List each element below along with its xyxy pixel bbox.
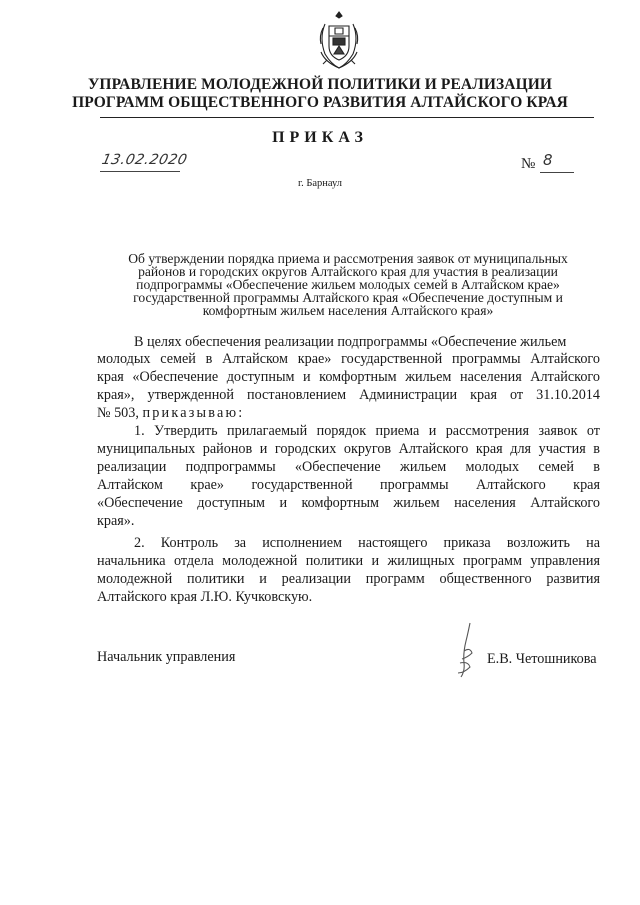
item-1-line: Алтайском крае» государственной программы Алтайского края (97, 477, 600, 493)
body-text-line: края «Обеспечение доступным и комфортным жильем населения Алтайского (97, 369, 600, 385)
coat-of-arms-emblem (315, 10, 363, 72)
organization-name-line-1: УПРАВЛЕНИЕ МОЛОДЕЖНОЙ ПОЛИТИКИ И РЕАЛИЗАЦИИ (87, 76, 553, 93)
item-2-line: молодежной политики и реализации программ общественного развития (97, 571, 600, 587)
body-text-line: молодых семей в Алтайском крае» государственной программы Алтайского (97, 351, 600, 367)
number-label: № (521, 156, 536, 172)
item-1-line: реализации подпрограммы «Обеспечение жильем молодых семей в (97, 459, 600, 475)
number-underline (540, 172, 574, 173)
body-text-line: В целях обеспечения реализации подпрограммы «Обеспечение жильем (134, 334, 567, 350)
city-name: г. Барнаул (297, 178, 343, 189)
document-type-title: ПРИКАЗ (272, 129, 368, 146)
body-text-line: края», утвержденной постановлением Администрации края от 31.10.2014 (97, 387, 600, 403)
item-1-line: «Обеспечение доступным и комфортным жильем населения Алтайского (97, 495, 600, 511)
item-2-line: начальника отдела молодежной политики и жилищных программ управления (97, 553, 600, 569)
order-title-line: подпрограммы «Обеспечение жильем молодых семей в Алтайском крае» (136, 277, 560, 292)
item-2-line: 2. Контроль за исполнением настоящего приказа возложить на (134, 535, 600, 551)
handwritten-signature (448, 621, 478, 685)
item-1-line: муниципальных районов и городских округов Алтайского края для участия в (97, 441, 600, 457)
item-1-line: 1. Утвердить прилагаемый порядок приема и рассмотрения заявок от (134, 423, 600, 439)
order-title-line: районов и городских округов Алтайского края для участия в реализации (138, 264, 558, 279)
order-title-line: государственной программы Алтайского края «Обеспечение доступным и (133, 290, 563, 305)
order-keyword: приказываю: (142, 405, 245, 421)
organization-name-line-2: ПРОГРАММ ОБЩЕСТВЕННОГО РАЗВИТИЯ АЛТАЙСКОГО КРАЯ (72, 94, 568, 111)
order-title-line: комфортным жильем населения Алтайского края» (202, 303, 494, 318)
signatory-position: Начальник управления (97, 649, 236, 665)
item-1-line: края». (97, 513, 135, 529)
body-text-fragment: № 503, (97, 405, 139, 421)
signatory-name: Е.В. Четошникова (487, 651, 597, 667)
order-title-line: Об утверждении порядка приема и рассмотрения заявок от муниципальных (128, 251, 568, 266)
body-text-line (97, 404, 244, 422)
item-2-line: Алтайского края Л.Ю. Кучковскую. (97, 589, 313, 605)
header-divider (100, 117, 594, 118)
order-date: 13.02.2020 (100, 152, 189, 168)
order-number: 8 (543, 151, 553, 169)
date-underline (100, 171, 180, 172)
